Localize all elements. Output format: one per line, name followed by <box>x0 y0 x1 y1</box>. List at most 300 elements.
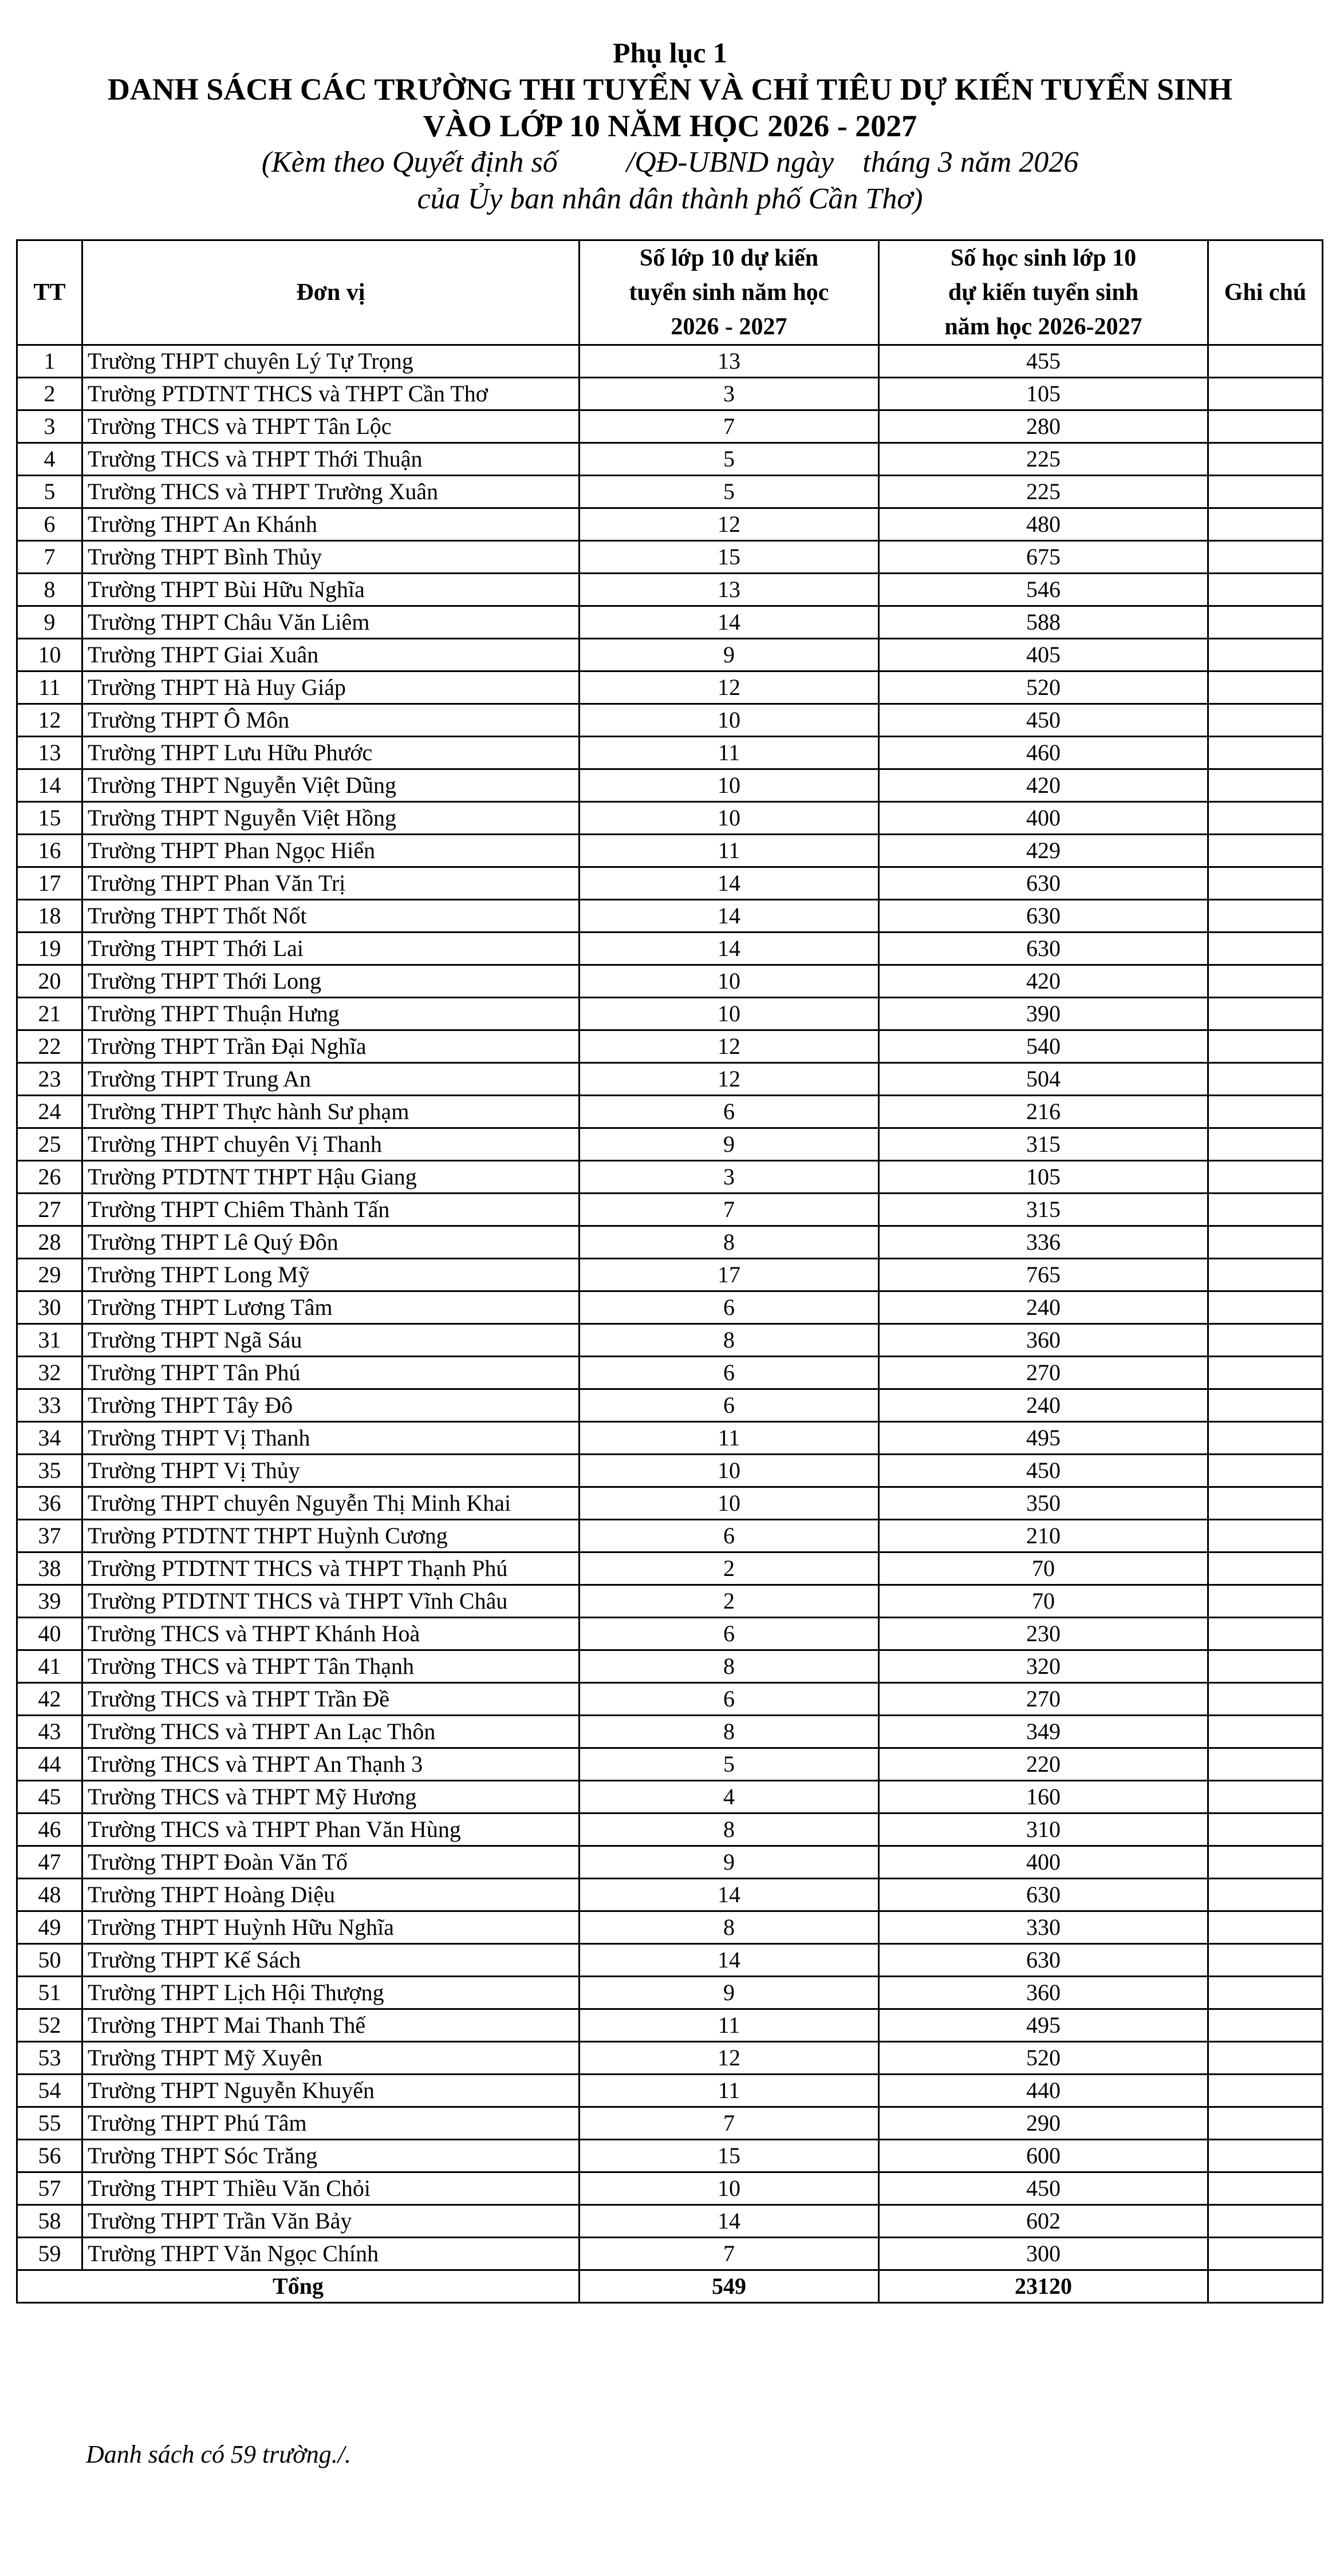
school-name-cell: Trường PTDTNT THPT Huỳnh Cương <box>82 1520 580 1552</box>
table-row <box>17 835 1323 867</box>
decision-reference <box>0 144 1340 181</box>
table-row <box>17 1552 1323 1585</box>
table-row <box>17 1226 1323 1259</box>
document-header <box>0 34 1340 218</box>
note-cell <box>1208 2042 1323 2075</box>
class-count-cell: 8 <box>580 1650 879 1683</box>
table-row <box>17 1911 1323 1944</box>
note-cell <box>1208 1455 1323 1487</box>
footer-note: Danh sách có 59 trường./. <box>86 2440 352 2468</box>
row-number-cell: 10 <box>17 639 82 671</box>
note-cell <box>1208 2107 1323 2140</box>
class-count-cell: 15 <box>580 2140 879 2172</box>
column-header-note: Ghi chú <box>1208 240 1323 345</box>
table-row <box>17 2238 1323 2270</box>
school-name-cell: Trường THCS và THPT Tân Thạnh <box>82 1650 580 1683</box>
issuer-line: của Ủy ban nhân dân thành phố Cần Thơ) <box>417 183 923 215</box>
row-number-cell: 32 <box>17 1357 82 1389</box>
student-count-cell: 315 <box>879 1194 1208 1226</box>
class-count-cell: 10 <box>580 802 879 835</box>
class-count-cell: 13 <box>580 574 879 606</box>
school-name-cell: Trường THPT chuyên Nguyễn Thị Minh Khai <box>82 1487 580 1520</box>
table-row <box>17 671 1323 704</box>
table-row <box>17 2009 1323 2042</box>
table-row <box>17 1389 1323 1422</box>
row-number-cell: 6 <box>17 508 82 541</box>
row-number-cell: 39 <box>17 1585 82 1618</box>
school-name-cell: Trường THCS và THPT Trần Đề <box>82 1683 580 1716</box>
school-name-cell: Trường THPT chuyên Vị Thanh <box>82 1128 580 1161</box>
row-number-cell: 55 <box>17 2107 82 2140</box>
note-cell <box>1208 1618 1323 1650</box>
student-count-cell: 520 <box>879 671 1208 704</box>
note-cell <box>1208 2075 1323 2107</box>
note-cell <box>1208 1911 1323 1944</box>
row-number-cell: 29 <box>17 1259 82 1291</box>
class-count-cell: 11 <box>580 1422 879 1455</box>
student-count-cell: 70 <box>879 1585 1208 1618</box>
student-count-cell: 405 <box>879 639 1208 671</box>
school-name-cell: Trường THPT Lịch Hội Thượng <box>82 1977 580 2009</box>
table-row <box>17 508 1323 541</box>
student-count-cell: 225 <box>879 443 1208 476</box>
row-number-cell: 16 <box>17 835 82 867</box>
table-row <box>17 998 1323 1030</box>
student-count-cell: 270 <box>879 1683 1208 1716</box>
row-number-cell: 11 <box>17 671 82 704</box>
school-name-cell: Trường THPT Long Mỹ <box>82 1259 580 1291</box>
school-name-cell: Trường THPT Thới Lai <box>82 933 580 965</box>
note-cell <box>1208 1585 1323 1618</box>
row-number-cell: 5 <box>17 476 82 508</box>
school-name-cell: Trường THPT Thực hành Sư phạm <box>82 1096 580 1128</box>
row-number-cell: 52 <box>17 2009 82 2042</box>
document-title-line1: DANH SÁCH CÁC TRƯỜNG THI TUYỂN VÀ CHỈ TIÊU DỰ KIẾN TUYỂN SINH <box>107 72 1233 106</box>
total-note <box>1208 2270 1323 2303</box>
row-number-cell: 40 <box>17 1618 82 1650</box>
table-row <box>17 1128 1323 1161</box>
school-name-cell: Trường THCS và THPT Trường Xuân <box>82 476 580 508</box>
row-number-cell: 49 <box>17 1911 82 1944</box>
row-number-cell: 58 <box>17 2205 82 2238</box>
student-count-cell: 675 <box>879 541 1208 574</box>
student-count-cell: 455 <box>879 345 1208 378</box>
student-count-cell: 350 <box>879 1487 1208 1520</box>
table-row <box>17 574 1323 606</box>
note-cell <box>1208 1650 1323 1683</box>
note-cell <box>1208 639 1323 671</box>
table-row <box>17 2075 1323 2107</box>
school-name-cell: Trường THPT Nguyễn Việt Dũng <box>82 769 580 802</box>
table-row <box>17 2205 1323 2238</box>
student-count-cell: 105 <box>879 1161 1208 1194</box>
column-header-tt: TT <box>17 240 82 345</box>
school-name-cell: Trường THPT Hà Huy Giáp <box>82 671 580 704</box>
school-name-cell: Trường THPT Nguyễn Việt Hồng <box>82 802 580 835</box>
student-count-cell: 336 <box>879 1226 1208 1259</box>
note-cell <box>1208 998 1323 1030</box>
note-cell <box>1208 1128 1323 1161</box>
class-count-cell: 12 <box>580 2042 879 2075</box>
school-name-cell: Trường THPT Tân Phú <box>82 1357 580 1389</box>
class-count-cell: 12 <box>580 671 879 704</box>
note-cell <box>1208 2205 1323 2238</box>
student-count-cell: 504 <box>879 1063 1208 1096</box>
school-name-cell: Trường THPT Bùi Hữu Nghĩa <box>82 574 580 606</box>
note-cell <box>1208 1389 1323 1422</box>
class-count-cell: 5 <box>580 1748 879 1781</box>
note-cell <box>1208 1552 1323 1585</box>
table-row <box>17 2042 1323 2075</box>
note-cell <box>1208 574 1323 606</box>
note-cell <box>1208 1814 1323 1846</box>
school-name-cell: Trường THPT Phú Tâm <box>82 2107 580 2140</box>
appendix-label: Phụ lục 1 <box>612 37 728 69</box>
student-count-cell: 520 <box>879 2042 1208 2075</box>
student-count-cell: 315 <box>879 1128 1208 1161</box>
table-row <box>17 2107 1323 2140</box>
table-row <box>17 410 1323 443</box>
students-header-line2: dự kiến tuyển sinh <box>948 279 1139 306</box>
total-students: 23120 <box>879 2270 1208 2303</box>
school-name-cell: Trường THPT Ô Môn <box>82 704 580 737</box>
row-number-cell: 8 <box>17 574 82 606</box>
school-name-cell: Trường PTDTNT THPT Hậu Giang <box>82 1161 580 1194</box>
table-row <box>17 769 1323 802</box>
class-count-cell: 9 <box>580 1128 879 1161</box>
school-name-cell: Trường THPT Vị Thanh <box>82 1422 580 1455</box>
school-name-cell: Trường THPT Tây Đô <box>82 1389 580 1422</box>
school-name-cell: Trường THPT Văn Ngọc Chính <box>82 2238 580 2270</box>
row-number-cell: 1 <box>17 345 82 378</box>
school-name-cell: Trường THPT Giai Xuân <box>82 639 580 671</box>
student-count-cell: 429 <box>879 835 1208 867</box>
class-count-cell: 11 <box>580 737 879 769</box>
school-name-cell: Trường THPT Bình Thủy <box>82 541 580 574</box>
row-number-cell: 44 <box>17 1748 82 1781</box>
table-row <box>17 1846 1323 1879</box>
student-count-cell: 630 <box>879 933 1208 965</box>
school-name-cell: Trường THPT Vị Thủy <box>82 1455 580 1487</box>
row-number-cell: 51 <box>17 1977 82 2009</box>
note-cell <box>1208 1683 1323 1716</box>
note-cell <box>1208 1716 1323 1748</box>
note-cell <box>1208 2009 1323 2042</box>
class-count-cell: 11 <box>580 835 879 867</box>
class-count-cell: 2 <box>580 1585 879 1618</box>
note-cell <box>1208 769 1323 802</box>
class-count-cell: 9 <box>580 639 879 671</box>
note-cell <box>1208 1259 1323 1291</box>
student-count-cell: 230 <box>879 1618 1208 1650</box>
table-row <box>17 802 1323 835</box>
row-number-cell: 19 <box>17 933 82 965</box>
table-row <box>17 1194 1323 1226</box>
column-header-classes <box>580 240 879 345</box>
student-count-cell: 216 <box>879 1096 1208 1128</box>
row-number-cell: 22 <box>17 1030 82 1063</box>
table-row <box>17 1259 1323 1291</box>
table-row <box>17 378 1323 410</box>
table-row <box>17 476 1323 508</box>
student-count-cell: 210 <box>879 1520 1208 1552</box>
row-number-cell: 33 <box>17 1389 82 1422</box>
note-cell <box>1208 1944 1323 1977</box>
student-count-cell: 360 <box>879 1977 1208 2009</box>
row-number-cell: 21 <box>17 998 82 1030</box>
school-name-cell: Trường THPT Thiều Văn Chỏi <box>82 2172 580 2205</box>
table-row <box>17 1161 1323 1194</box>
student-count-cell: 630 <box>879 867 1208 900</box>
class-count-cell: 14 <box>580 900 879 933</box>
note-cell <box>1208 1096 1323 1128</box>
student-count-cell: 220 <box>879 1748 1208 1781</box>
table-row <box>17 1455 1323 1487</box>
class-count-cell: 12 <box>580 1063 879 1096</box>
students-header-line1: Số học sinh lớp 10 <box>950 245 1137 271</box>
school-name-cell: Trường PTDTNT THCS và THPT Vĩnh Châu <box>82 1585 580 1618</box>
document-title-line2: VÀO LỚP 10 NĂM HỌC 2026 - 2027 <box>423 109 917 143</box>
row-number-cell: 37 <box>17 1520 82 1552</box>
school-name-cell: Trường THPT Thới Long <box>82 965 580 998</box>
student-count-cell: 225 <box>879 476 1208 508</box>
student-count-cell: 630 <box>879 1944 1208 1977</box>
class-count-cell: 17 <box>580 1259 879 1291</box>
note-cell <box>1208 965 1323 998</box>
row-number-cell: 9 <box>17 606 82 639</box>
row-number-cell: 50 <box>17 1944 82 1977</box>
student-count-cell: 602 <box>879 2205 1208 2238</box>
class-count-cell: 12 <box>580 1030 879 1063</box>
row-number-cell: 7 <box>17 541 82 574</box>
note-cell <box>1208 1030 1323 1063</box>
row-number-cell: 31 <box>17 1324 82 1357</box>
student-count-cell: 495 <box>879 1422 1208 1455</box>
row-number-cell: 20 <box>17 965 82 998</box>
class-count-cell: 10 <box>580 998 879 1030</box>
class-count-cell: 8 <box>580 1716 879 1748</box>
total-classes: 549 <box>580 2270 879 2303</box>
row-number-cell: 34 <box>17 1422 82 1455</box>
note-cell <box>1208 476 1323 508</box>
class-count-cell: 12 <box>580 508 879 541</box>
table-row <box>17 1487 1323 1520</box>
student-count-cell: 440 <box>879 2075 1208 2107</box>
row-number-cell: 41 <box>17 1650 82 1683</box>
classes-header-line2: tuyển sinh năm học <box>629 279 829 306</box>
school-name-cell: Trường THPT Mai Thanh Thế <box>82 2009 580 2042</box>
table-header-row <box>17 240 1323 345</box>
student-count-cell: 70 <box>879 1552 1208 1585</box>
class-count-cell: 6 <box>580 1389 879 1422</box>
row-number-cell: 14 <box>17 769 82 802</box>
table-row <box>17 704 1323 737</box>
student-count-cell: 420 <box>879 769 1208 802</box>
class-count-cell: 6 <box>580 1520 879 1552</box>
row-number-cell: 57 <box>17 2172 82 2205</box>
school-name-cell: Trường THPT Châu Văn Liêm <box>82 606 580 639</box>
student-count-cell: 450 <box>879 1455 1208 1487</box>
student-count-cell: 630 <box>879 1879 1208 1911</box>
class-count-cell: 11 <box>580 2075 879 2107</box>
class-count-cell: 8 <box>580 1814 879 1846</box>
note-cell <box>1208 606 1323 639</box>
student-count-cell: 460 <box>879 737 1208 769</box>
school-quota-table <box>16 239 1323 2304</box>
school-name-cell: Trường THPT Lê Quý Đôn <box>82 1226 580 1259</box>
table-row <box>17 1291 1323 1324</box>
row-number-cell: 28 <box>17 1226 82 1259</box>
class-count-cell: 7 <box>580 2107 879 2140</box>
class-count-cell: 10 <box>580 704 879 737</box>
table-row <box>17 1748 1323 1781</box>
student-count-cell: 349 <box>879 1716 1208 1748</box>
note-cell <box>1208 2140 1323 2172</box>
student-count-cell: 310 <box>879 1814 1208 1846</box>
table-row <box>17 1585 1323 1618</box>
note-cell <box>1208 443 1323 476</box>
class-count-cell: 13 <box>580 345 879 378</box>
row-number-cell: 13 <box>17 737 82 769</box>
school-name-cell: Trường THPT Chiêm Thành Tấn <box>82 1194 580 1226</box>
note-cell <box>1208 1357 1323 1389</box>
table-row <box>17 1683 1323 1716</box>
class-count-cell: 6 <box>580 1291 879 1324</box>
table-row <box>17 2140 1323 2172</box>
school-name-cell: Trường THPT Thuận Hưng <box>82 998 580 1030</box>
note-cell <box>1208 737 1323 769</box>
table-row <box>17 1618 1323 1650</box>
student-count-cell: 360 <box>879 1324 1208 1357</box>
school-name-cell: Trường PTDTNT THCS và THPT Thạnh Phú <box>82 1552 580 1585</box>
row-number-cell: 54 <box>17 2075 82 2107</box>
class-count-cell: 7 <box>580 2238 879 2270</box>
school-name-cell: Trường THPT Huỳnh Hữu Nghĩa <box>82 1911 580 1944</box>
student-count-cell: 330 <box>879 1911 1208 1944</box>
note-cell <box>1208 933 1323 965</box>
table-row <box>17 1814 1323 1846</box>
table-row <box>17 1096 1323 1128</box>
class-count-cell: 8 <box>580 1324 879 1357</box>
table-row <box>17 1944 1323 1977</box>
school-name-cell: Trường THPT Mỹ Xuyên <box>82 2042 580 2075</box>
table-row <box>17 1063 1323 1096</box>
table-body <box>17 345 1323 2303</box>
note-cell <box>1208 541 1323 574</box>
class-count-cell: 10 <box>580 1487 879 1520</box>
note-cell <box>1208 671 1323 704</box>
class-count-cell: 2 <box>580 1552 879 1585</box>
school-name-cell: Trường THCS và THPT Khánh Hoà <box>82 1618 580 1650</box>
class-count-cell: 6 <box>580 1683 879 1716</box>
student-count-cell: 105 <box>879 378 1208 410</box>
row-number-cell: 56 <box>17 2140 82 2172</box>
class-count-cell: 14 <box>580 1879 879 1911</box>
total-label: Tổng <box>17 2270 580 2303</box>
school-name-cell: Trường THCS và THPT An Lạc Thôn <box>82 1716 580 1748</box>
students-header-line3: năm học 2026-2027 <box>944 314 1142 340</box>
class-count-cell: 9 <box>580 1977 879 2009</box>
school-name-cell: Trường THPT Hoàng Diệu <box>82 1879 580 1911</box>
row-number-cell: 23 <box>17 1063 82 1096</box>
school-name-cell: Trường THPT Ngã Sáu <box>82 1324 580 1357</box>
note-cell <box>1208 1161 1323 1194</box>
class-count-cell: 14 <box>580 867 879 900</box>
row-number-cell: 26 <box>17 1161 82 1194</box>
student-count-cell: 450 <box>879 2172 1208 2205</box>
school-name-cell: Trường THCS và THPT Phan Văn Hùng <box>82 1814 580 1846</box>
student-count-cell: 480 <box>879 508 1208 541</box>
class-count-cell: 5 <box>580 443 879 476</box>
student-count-cell: 240 <box>879 1291 1208 1324</box>
note-cell <box>1208 1781 1323 1814</box>
student-count-cell: 400 <box>879 802 1208 835</box>
student-count-cell: 588 <box>879 606 1208 639</box>
class-count-cell: 9 <box>580 1846 879 1879</box>
table-row <box>17 1716 1323 1748</box>
class-count-cell: 7 <box>580 410 879 443</box>
classes-header-line3: 2026 - 2027 <box>671 314 787 340</box>
note-cell <box>1208 1748 1323 1781</box>
row-number-cell: 38 <box>17 1552 82 1585</box>
class-count-cell: 14 <box>580 606 879 639</box>
school-name-cell: Trường THPT Phan Ngọc Hiển <box>82 835 580 867</box>
note-cell <box>1208 410 1323 443</box>
student-count-cell: 320 <box>879 1650 1208 1683</box>
class-count-cell: 8 <box>580 1226 879 1259</box>
column-header-students <box>879 240 1208 345</box>
school-name-cell: Trường THPT Sóc Trăng <box>82 2140 580 2172</box>
table-row <box>17 541 1323 574</box>
student-count-cell: 540 <box>879 1030 1208 1063</box>
row-number-cell: 24 <box>17 1096 82 1128</box>
school-name-cell: Trường THPT Trần Văn Bảy <box>82 2205 580 2238</box>
table-row <box>17 737 1323 769</box>
note-cell <box>1208 1324 1323 1357</box>
table-row <box>17 639 1323 671</box>
note-cell <box>1208 378 1323 410</box>
school-name-cell: Trường THPT Phan Văn Trị <box>82 867 580 900</box>
student-count-cell: 495 <box>879 2009 1208 2042</box>
table-row <box>17 1520 1323 1552</box>
row-number-cell: 53 <box>17 2042 82 2075</box>
row-number-cell: 30 <box>17 1291 82 1324</box>
note-cell <box>1208 1194 1323 1226</box>
table-row <box>17 443 1323 476</box>
note-cell <box>1208 1226 1323 1259</box>
note-cell <box>1208 900 1323 933</box>
row-number-cell: 12 <box>17 704 82 737</box>
school-name-cell: Trường THPT Kế Sách <box>82 1944 580 1977</box>
class-count-cell: 3 <box>580 1161 879 1194</box>
class-count-cell: 4 <box>580 1781 879 1814</box>
row-number-cell: 47 <box>17 1846 82 1879</box>
table-row <box>17 1977 1323 2009</box>
school-name-cell: Trường THCS và THPT Tân Lộc <box>82 410 580 443</box>
student-count-cell: 630 <box>879 900 1208 933</box>
table-row <box>17 1357 1323 1389</box>
row-number-cell: 4 <box>17 443 82 476</box>
class-count-cell: 3 <box>580 378 879 410</box>
school-name-cell: Trường THCS và THPT Mỹ Hương <box>82 1781 580 1814</box>
table-row <box>17 1781 1323 1814</box>
student-count-cell: 400 <box>879 1846 1208 1879</box>
note-cell <box>1208 704 1323 737</box>
note-cell <box>1208 2172 1323 2205</box>
table-row <box>17 1324 1323 1357</box>
note-cell <box>1208 1063 1323 1096</box>
row-number-cell: 27 <box>17 1194 82 1226</box>
